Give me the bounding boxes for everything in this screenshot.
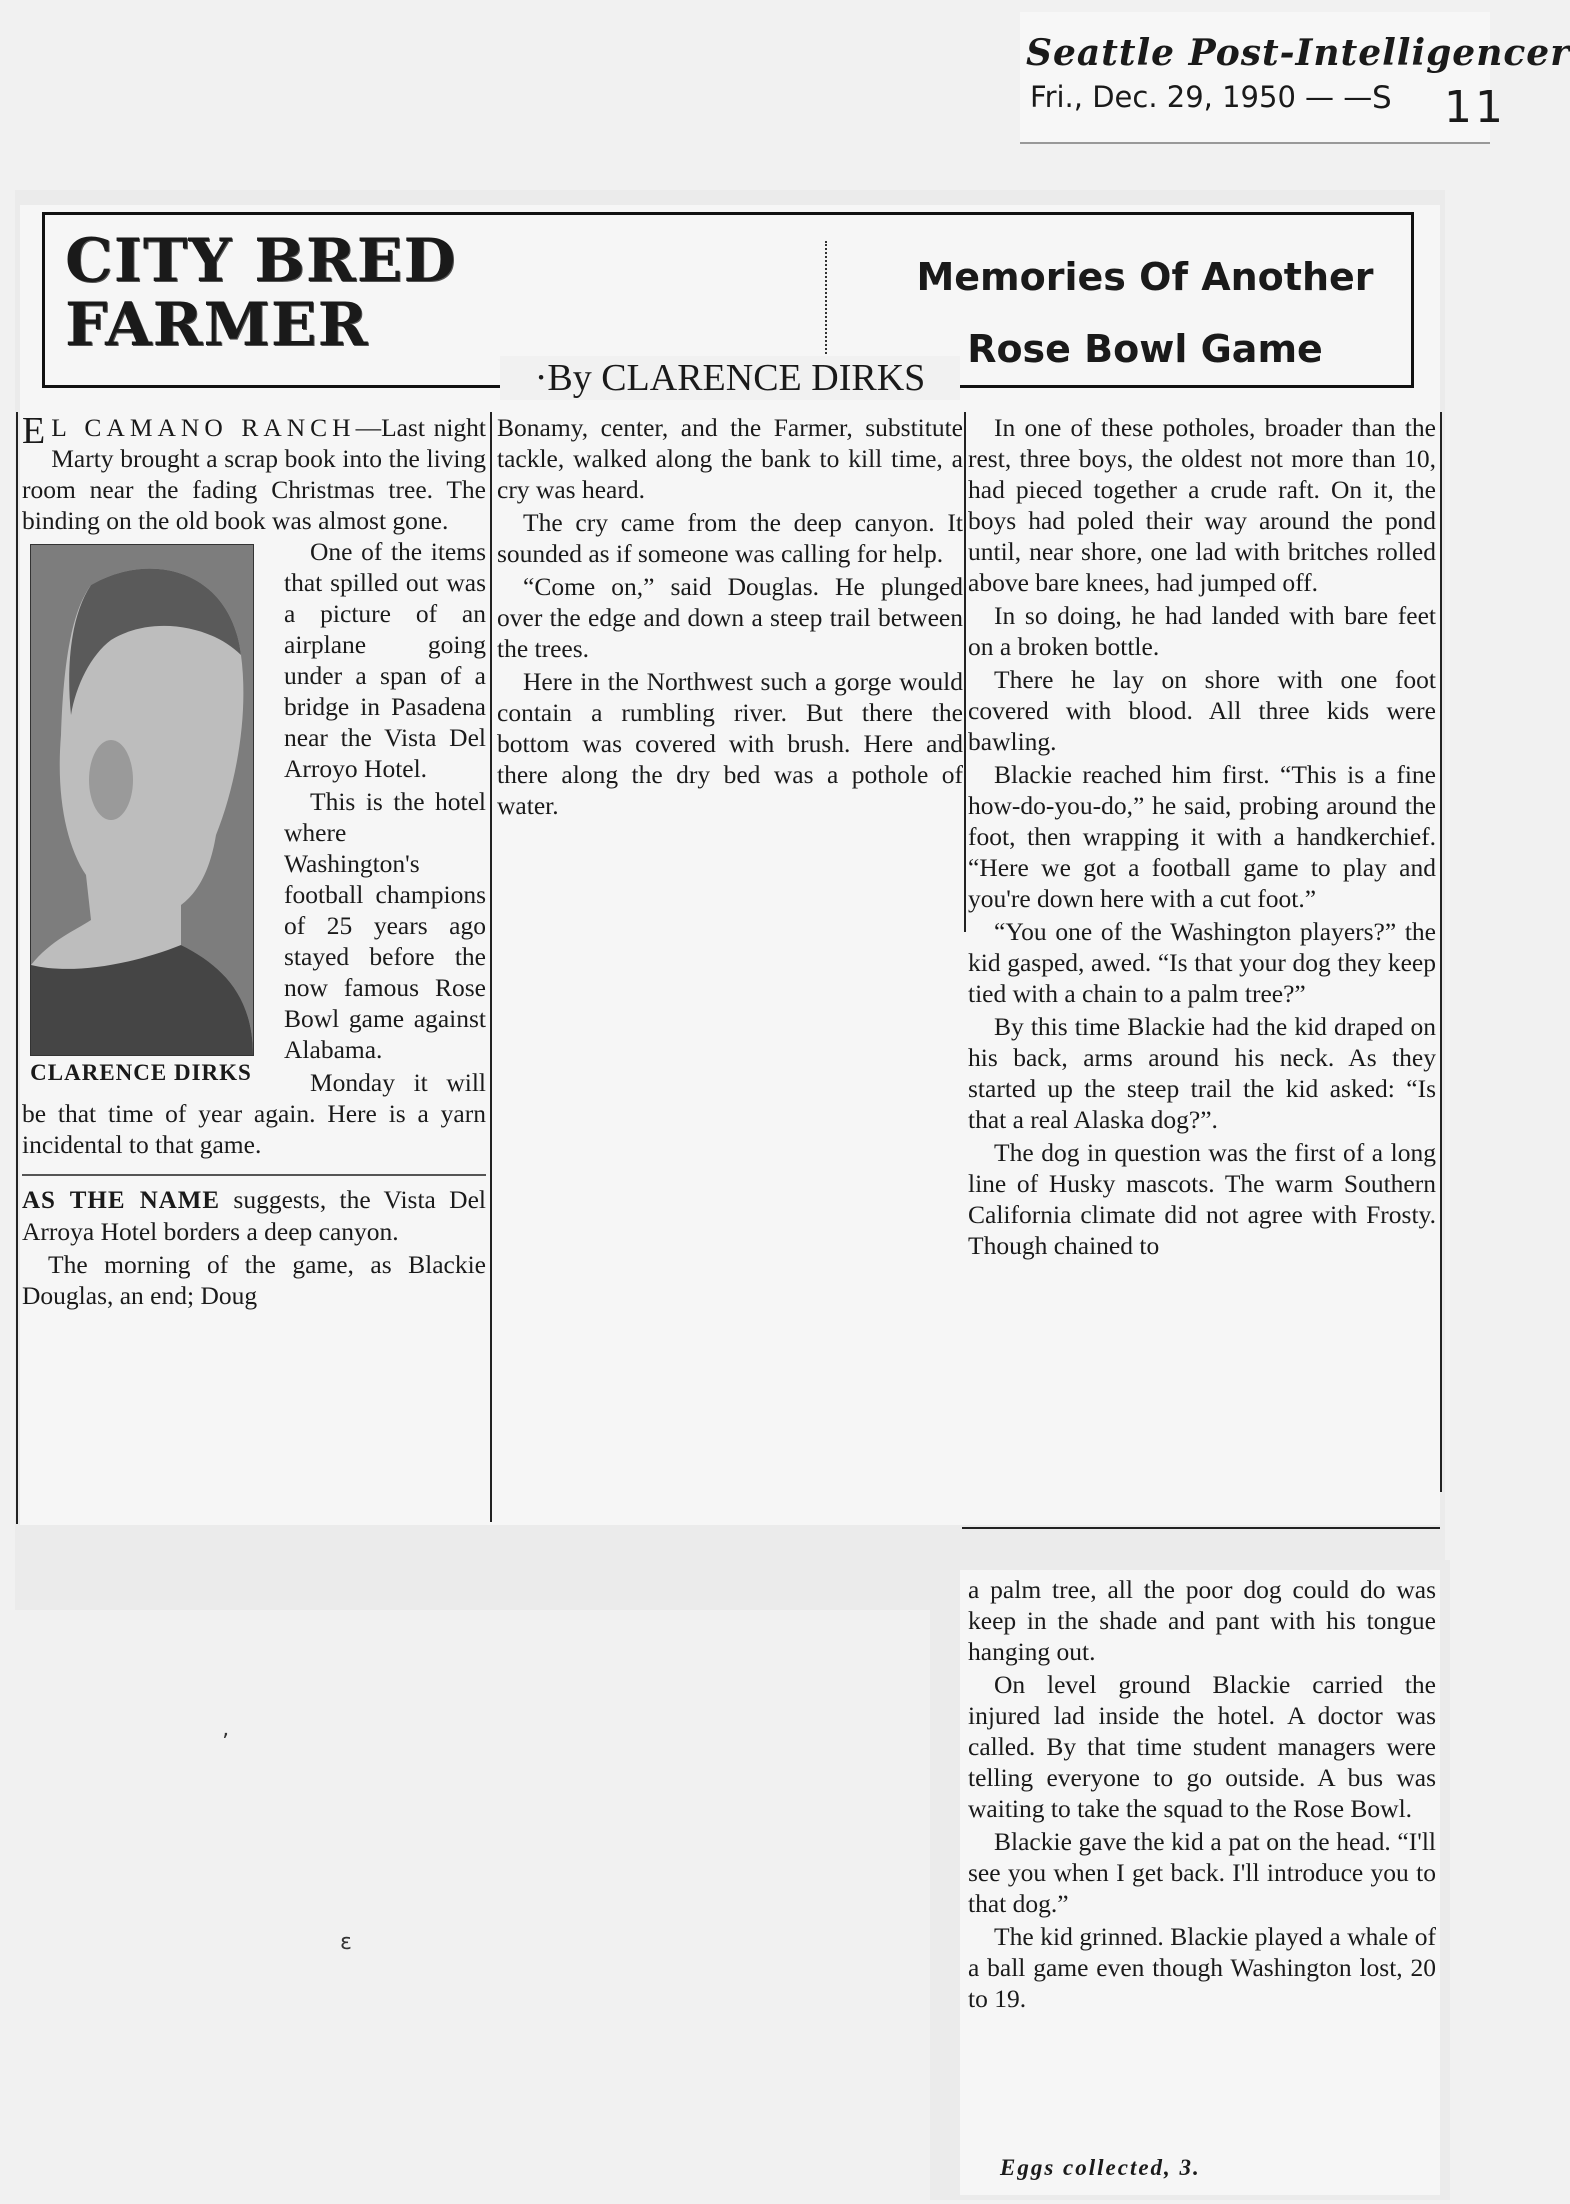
col3-paragraph-2: In so doing, he had landed with bare feet on a broken bottle.: [968, 601, 1436, 661]
drop-initial: E: [22, 410, 46, 452]
col3b-paragraph-2: On level ground Blackie carried the injured lad inside the hotel. A doctor was called. By that time student managers were telling everyone to go outside. A bus was waiting to take the squad to the Rose Bowl.: [968, 1670, 1436, 1823]
col3-paragraph-6: By this time Blackie had the kid draped on his back, arms around his neck. As they started up the steep trail the kid asked: “Is that a real Alaska dog?”.: [968, 1012, 1436, 1134]
col3-paragraph-5: “You one of the Washington players?” the kid gasped, awed. “Is that your dog they keep tied with a chain to a palm tree?”: [968, 917, 1436, 1008]
column-rule-1: [490, 412, 492, 1522]
col2-paragraph-4: Here in the Northwest such a gorge would contain a rumbling river. But there the bottom was covered with brush. Here and there along the dry bed was a pothole of water.: [497, 667, 963, 820]
author-portrait-image: [30, 544, 254, 1056]
header-divider: [825, 241, 827, 365]
column-rule-left-edge: [16, 412, 18, 1524]
paragraph-5-text: suggests, the Vista Del Arroya Hotel borders a deep canyon.: [22, 1185, 486, 1246]
byline: ·By CLARENCE DIRKS: [500, 356, 960, 400]
issue-date: Fri., Dec. 29, 1950: [1030, 80, 1296, 114]
byline-rule-right: [966, 385, 1414, 388]
page-number: 11: [1444, 82, 1506, 133]
paragraph-6: The morning of the game, as Blackie Douglas, an end; Doug: [22, 1250, 486, 1310]
article-column-2: [497, 412, 963, 821]
col3b-paragraph-1: a palm tree, all the poor dog could do was keep in the shade and pant with his tongue hanging out.: [968, 1575, 1436, 1666]
article-column-1: [22, 412, 486, 1311]
col3-paragraph-1: In one of these potholes, broader than the rest, three boys, the oldest not more than 10, had pieced together a crude raft. On it, the boys had poled their way around the pond until, near shore, one lad with britches rolled above bare knees, had jumped off.: [968, 413, 1436, 597]
subhead-lead: AS THE NAME: [22, 1187, 221, 1214]
column-rule-2: [964, 412, 966, 932]
byline-text: By CLARENCE DIRKS: [547, 357, 926, 399]
section-letter: S: [1372, 80, 1392, 116]
dateline: L CAMANO RANCH: [51, 413, 356, 442]
column-rule-right-edge: [1440, 412, 1442, 1492]
col3-paragraph-3: There he lay on shore with one foot covered with blood. All three kids were bawling.: [968, 665, 1436, 756]
paragraph-4: Monday it will be that time of year again. Here is a yarn incidental to that game.: [22, 1068, 486, 1159]
col3-paragraph-7: The dog in question was the first of a long line of Husky mascots. The warm Southern California climate did not agree with Frosty. Though chained to: [968, 1138, 1436, 1260]
eggs-collected-note: Eggs collected, 3.: [1000, 2155, 1201, 2180]
column-title: CITY BRED FARMER: [65, 226, 457, 360]
masthead-dash: — —: [1305, 80, 1373, 114]
paragraph-1-text: —Last night Marty brought a scrap book into the living room near the fading Christmas tree. The binding on the old book was almost gone.: [22, 413, 486, 535]
column-3-bottom-rule: [962, 1527, 1440, 1529]
dateline-paragraph: [22, 412, 486, 536]
col3b-paragraph-3: Blackie gave the kid a pat on the head. “I'll see you when I get back. I'll introduce you to that dog.”: [968, 1827, 1436, 1918]
scan-speck: ɛ: [340, 1930, 352, 1955]
newspaper-name: Seattle Post-Intelligencer: [1026, 32, 1570, 74]
portrait-silhouette: [31, 545, 253, 1055]
article-column-3: [968, 412, 1436, 1261]
col2-paragraph-1: Bonamy, center, and the Farmer, substitute tackle, walked along the bank to kill time, a cry was heard.: [497, 413, 963, 504]
masthead-clipping: [1020, 12, 1570, 144]
col2-paragraph-2: The cry came from the deep canyon. It sounded as if someone was calling for help.: [497, 508, 963, 568]
col3-paragraph-4: Blackie reached him first. “This is a fine how-do-you-do,” he said, probing around the foot, then wrapping it with a handkerchief. “Here we got a football game to play and you're down here with a cut foot.”: [968, 760, 1436, 913]
photo-caption: CLARENCE DIRKS: [30, 1060, 252, 1085]
paragraph-5: [22, 1174, 486, 1247]
author-photo-block: [30, 544, 270, 1086]
col2-paragraph-3: “Come on,” said Douglas. He plunged over the edge and down a steep trail between the trees.: [497, 572, 963, 663]
article-column-3-continued: [968, 1574, 1436, 2014]
scan-speck: ʼ: [222, 1730, 229, 1755]
byline-rule-left: [42, 385, 482, 388]
article-title: Memories Of Another Rose Bowl Game: [916, 255, 1374, 371]
col3b-paragraph-4: The kid grinned. Blackie played a whale of a ball game even though Washington lost, 20 to 19.: [968, 1922, 1436, 2013]
paragraph-3: This is the hotel where Washington's football champions of 25 years ago stayed before the now famous Rose Bowl game against Alabama.: [284, 787, 486, 1064]
paragraph-2: One of the items that spilled out was a picture of an airplane going under a span of a bridge in Pasadena near the Vista Del Arroyo Hotel.: [284, 537, 486, 783]
